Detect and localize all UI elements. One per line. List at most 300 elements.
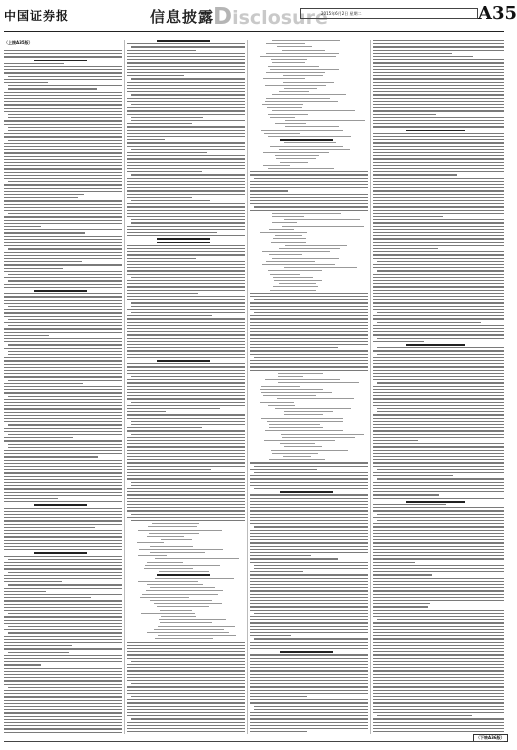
text-line — [4, 648, 122, 649]
text-line — [4, 594, 122, 595]
text-line — [127, 69, 245, 70]
text-line — [250, 501, 368, 502]
text-line — [373, 485, 504, 486]
formula-line — [161, 616, 196, 617]
text-line — [373, 66, 504, 67]
text-line — [373, 552, 504, 553]
text-line — [4, 143, 122, 144]
text-line — [4, 661, 122, 662]
text-line — [254, 466, 368, 467]
text-line — [250, 370, 368, 371]
text-line — [377, 270, 504, 271]
text-line — [127, 437, 245, 438]
text-line — [8, 213, 122, 214]
subheading-line — [406, 344, 465, 346]
formula-line — [150, 546, 194, 547]
formula-line — [264, 440, 335, 441]
text-line — [4, 514, 122, 515]
text-line — [373, 629, 504, 630]
text-line — [8, 85, 122, 86]
text-line — [250, 578, 368, 579]
text-line — [4, 469, 122, 470]
text-line — [127, 347, 245, 348]
text-line — [127, 114, 245, 115]
text-line — [4, 204, 122, 205]
formula-line — [261, 130, 343, 131]
text-line — [4, 69, 122, 70]
text-line — [4, 242, 122, 243]
text-line — [373, 555, 504, 556]
text-line — [373, 280, 504, 281]
formula-line — [282, 226, 364, 227]
text-line — [127, 206, 245, 207]
text-line — [127, 674, 245, 675]
text-line — [250, 664, 368, 665]
text-line — [4, 460, 122, 461]
formula-line — [146, 590, 224, 591]
text-line — [127, 142, 245, 143]
formula-line — [272, 94, 346, 95]
text-line — [127, 274, 245, 275]
text-line — [373, 120, 504, 121]
text-line — [373, 642, 504, 643]
formula-line — [161, 539, 193, 540]
text-line — [373, 248, 438, 249]
text-line — [127, 56, 245, 57]
text-line — [250, 514, 368, 515]
text-line — [131, 117, 203, 118]
text-line — [8, 344, 122, 345]
text-line — [127, 235, 245, 236]
text-line — [373, 101, 504, 102]
text-line — [127, 680, 245, 681]
text-line — [127, 651, 245, 652]
text-line — [373, 94, 504, 95]
text-line — [250, 325, 368, 326]
text-line — [127, 136, 245, 137]
text-line — [131, 482, 245, 483]
text-line — [127, 462, 245, 463]
footer-rule — [4, 741, 504, 742]
text-line — [8, 319, 122, 320]
text-line — [127, 261, 245, 262]
text-line — [250, 200, 368, 201]
text-line — [4, 136, 122, 137]
text-line — [250, 334, 368, 335]
text-line — [131, 104, 245, 105]
section-initial: D — [213, 4, 233, 30]
formula-line — [270, 290, 316, 291]
column-divider — [124, 40, 125, 734]
text-line — [4, 418, 122, 419]
text-line — [4, 575, 122, 576]
text-line — [250, 174, 368, 175]
text-line — [250, 322, 368, 323]
text-line — [4, 431, 122, 432]
text-line — [127, 728, 245, 729]
text-line — [250, 331, 368, 332]
formula-line — [285, 245, 348, 246]
text-line — [250, 642, 368, 643]
text-line — [127, 226, 245, 227]
text-line — [373, 318, 504, 319]
text-line — [131, 277, 245, 278]
text-line — [373, 504, 446, 505]
text-line — [127, 325, 245, 326]
text-line — [4, 437, 73, 438]
text-line — [373, 686, 504, 687]
text-line — [373, 194, 504, 195]
text-line — [373, 635, 504, 636]
text-line — [127, 382, 245, 383]
text-line — [127, 379, 245, 380]
text-line — [373, 459, 504, 460]
text-line — [4, 616, 122, 617]
text-line — [127, 459, 245, 460]
text-line — [250, 306, 368, 307]
text-line — [4, 207, 122, 208]
text-line — [250, 728, 368, 729]
text-line — [373, 142, 504, 143]
text-line — [373, 117, 504, 118]
text-line — [127, 357, 245, 358]
text-line — [127, 488, 245, 489]
text-line — [127, 494, 245, 495]
text-line — [254, 488, 368, 489]
text-line — [373, 91, 504, 92]
text-line — [127, 299, 245, 300]
formula-line — [155, 558, 238, 559]
text-line — [250, 354, 368, 355]
text-line — [4, 604, 122, 605]
text-line — [373, 331, 504, 332]
formula-line — [272, 110, 355, 111]
text-line — [373, 59, 504, 60]
text-line — [127, 107, 245, 108]
text-line — [373, 421, 504, 422]
text-line — [373, 709, 504, 710]
text-line — [373, 315, 504, 316]
text-line — [4, 501, 122, 502]
text-line — [127, 411, 166, 412]
text-line — [4, 498, 58, 499]
text-line — [127, 702, 245, 703]
text-line — [4, 303, 122, 304]
formula-line — [265, 85, 325, 86]
formula-line — [152, 523, 199, 524]
text-line — [131, 514, 245, 515]
text-line — [250, 718, 368, 719]
formula-line — [138, 530, 222, 531]
text-line — [250, 648, 368, 649]
text-line — [4, 533, 122, 534]
text-line — [373, 296, 504, 297]
text-line — [4, 392, 122, 393]
text-line — [373, 418, 504, 419]
text-line — [131, 376, 245, 377]
text-line — [373, 88, 504, 89]
text-line — [127, 194, 245, 195]
text-line — [250, 552, 368, 553]
text-line — [127, 59, 245, 60]
text-line — [127, 392, 245, 393]
text-line — [373, 216, 443, 217]
formula-line — [271, 450, 348, 451]
text-line — [131, 696, 245, 697]
text-line — [4, 210, 122, 211]
text-line — [127, 699, 245, 700]
formula-line — [278, 376, 303, 377]
text-line — [373, 341, 424, 342]
text-line — [4, 316, 122, 317]
text-line — [4, 341, 122, 342]
text-line — [373, 178, 504, 179]
text-line — [373, 146, 504, 147]
text-line — [4, 66, 122, 67]
text-line — [373, 213, 504, 214]
text-line — [8, 114, 122, 115]
text-line — [4, 466, 122, 467]
formula-line — [269, 459, 325, 460]
text-line — [4, 421, 122, 422]
text-line — [127, 50, 196, 51]
text-line — [250, 517, 368, 518]
text-line — [250, 485, 368, 486]
formula-line — [285, 126, 339, 127]
text-line — [127, 270, 245, 271]
text-line — [4, 693, 122, 694]
text-line — [250, 674, 368, 675]
text-line — [127, 296, 245, 297]
text-line — [127, 370, 245, 371]
text-line — [373, 536, 504, 537]
text-line — [131, 424, 245, 425]
formula-line — [283, 75, 323, 76]
text-line — [250, 194, 368, 195]
text-line — [373, 651, 504, 652]
text-line — [254, 565, 368, 566]
text-line — [250, 366, 368, 367]
subheading-line — [34, 290, 87, 292]
text-line — [373, 491, 504, 492]
text-line — [373, 171, 504, 172]
subheading-line — [280, 651, 333, 653]
text-line — [4, 232, 85, 233]
formula-line — [280, 162, 308, 163]
formula-line — [265, 379, 340, 380]
text-line — [4, 258, 122, 259]
text-line — [127, 395, 245, 396]
page-number: A35 — [478, 3, 517, 24]
text-line — [127, 168, 245, 169]
text-line — [4, 162, 122, 163]
text-line — [250, 171, 368, 172]
text-line — [373, 376, 504, 377]
text-line — [4, 178, 122, 179]
text-line — [4, 511, 122, 512]
text-line — [377, 411, 504, 412]
text-line — [373, 571, 504, 572]
text-line — [250, 293, 368, 294]
text-line — [373, 494, 439, 495]
text-line — [373, 440, 418, 441]
text-line — [127, 130, 245, 131]
text-line — [127, 162, 245, 163]
formula-line — [137, 542, 163, 543]
text-line — [250, 462, 368, 463]
text-line — [373, 558, 504, 559]
text-line — [4, 732, 122, 733]
text-line — [127, 440, 245, 441]
text-line — [373, 565, 504, 566]
text-line — [4, 152, 122, 153]
text-line — [373, 654, 504, 655]
text-line — [4, 536, 122, 537]
formula-line — [263, 165, 290, 166]
text-line — [131, 402, 245, 403]
text-line — [250, 536, 368, 537]
text-line — [250, 587, 368, 588]
text-line — [4, 709, 122, 710]
text-line — [127, 658, 245, 659]
text-line — [250, 546, 368, 547]
text-line — [250, 661, 368, 662]
formula-line — [138, 581, 199, 582]
text-line — [373, 677, 504, 678]
text-line — [373, 450, 504, 451]
text-line — [4, 296, 122, 297]
text-line — [4, 476, 122, 477]
text-line — [127, 309, 245, 310]
text-line — [373, 306, 504, 307]
formula-line — [145, 565, 220, 566]
text-line — [4, 133, 122, 134]
text-line — [4, 610, 122, 611]
formula-line — [275, 235, 302, 236]
text-line — [250, 539, 368, 540]
text-line — [373, 328, 504, 329]
text-line — [373, 462, 504, 463]
text-line — [127, 690, 245, 691]
text-line — [4, 456, 98, 457]
text-line — [4, 546, 122, 547]
text-line — [373, 731, 504, 732]
subheading-line — [280, 139, 333, 141]
formula-line — [283, 456, 311, 457]
text-line — [4, 706, 122, 707]
text-line — [4, 412, 122, 413]
text-line — [373, 664, 504, 665]
text-line — [127, 670, 245, 671]
text-line — [4, 328, 122, 329]
text-line — [373, 472, 504, 473]
subheading-line — [34, 552, 87, 554]
text-line — [377, 408, 504, 409]
text-line — [8, 632, 122, 633]
formula-line — [160, 610, 192, 611]
text-line — [127, 677, 245, 678]
text-line — [127, 53, 245, 54]
formula-line — [154, 603, 223, 604]
subheading-line — [280, 491, 333, 493]
text-line — [373, 696, 504, 697]
text-line — [373, 568, 504, 569]
text-line — [127, 715, 245, 716]
text-line — [250, 574, 368, 575]
text-line — [4, 120, 122, 121]
text-line — [127, 85, 245, 86]
text-line — [4, 223, 122, 224]
formula-line — [279, 149, 350, 150]
text-line — [250, 606, 368, 607]
text-line — [8, 76, 122, 77]
text-line — [4, 517, 122, 518]
text-line — [4, 268, 63, 269]
text-line — [373, 587, 504, 588]
text-line — [373, 299, 504, 300]
text-line — [373, 350, 504, 351]
text-line — [127, 251, 245, 252]
text-line — [4, 581, 62, 582]
text-line — [250, 533, 368, 534]
text-line — [4, 191, 122, 192]
text-line — [4, 664, 41, 665]
formula-line — [266, 98, 330, 99]
text-line — [373, 658, 504, 659]
formula-line — [268, 405, 295, 406]
text-line — [127, 341, 245, 342]
text-line — [127, 427, 202, 428]
text-line — [373, 562, 415, 563]
text-line — [254, 206, 368, 207]
text-line — [127, 290, 245, 291]
formula-line — [269, 254, 301, 255]
text-line — [373, 632, 504, 633]
text-line — [4, 229, 122, 230]
text-line — [373, 43, 504, 44]
text-line — [4, 591, 46, 592]
text-line — [4, 165, 122, 166]
formula-line — [150, 600, 212, 601]
text-line — [131, 94, 245, 95]
text-line — [373, 453, 504, 454]
text-line — [373, 437, 504, 438]
text-line — [250, 702, 368, 703]
text-line — [4, 104, 122, 105]
text-line — [373, 283, 504, 284]
text-line — [250, 338, 368, 339]
text-line — [4, 72, 122, 73]
text-line — [373, 728, 504, 729]
text-line — [250, 693, 368, 694]
text-line — [373, 386, 504, 387]
text-line — [373, 482, 504, 483]
text-line — [127, 430, 245, 431]
text-line — [373, 325, 504, 326]
text-line — [4, 63, 64, 64]
text-line — [373, 661, 504, 662]
text-line — [250, 494, 368, 495]
continued-to-note: （下转A36版） — [473, 734, 508, 742]
text-line — [373, 206, 504, 207]
text-line — [373, 56, 473, 57]
text-line — [373, 254, 504, 255]
text-line — [250, 350, 368, 351]
text-line — [127, 123, 192, 124]
text-line — [127, 197, 192, 198]
text-line — [4, 636, 122, 637]
text-line — [127, 469, 211, 470]
